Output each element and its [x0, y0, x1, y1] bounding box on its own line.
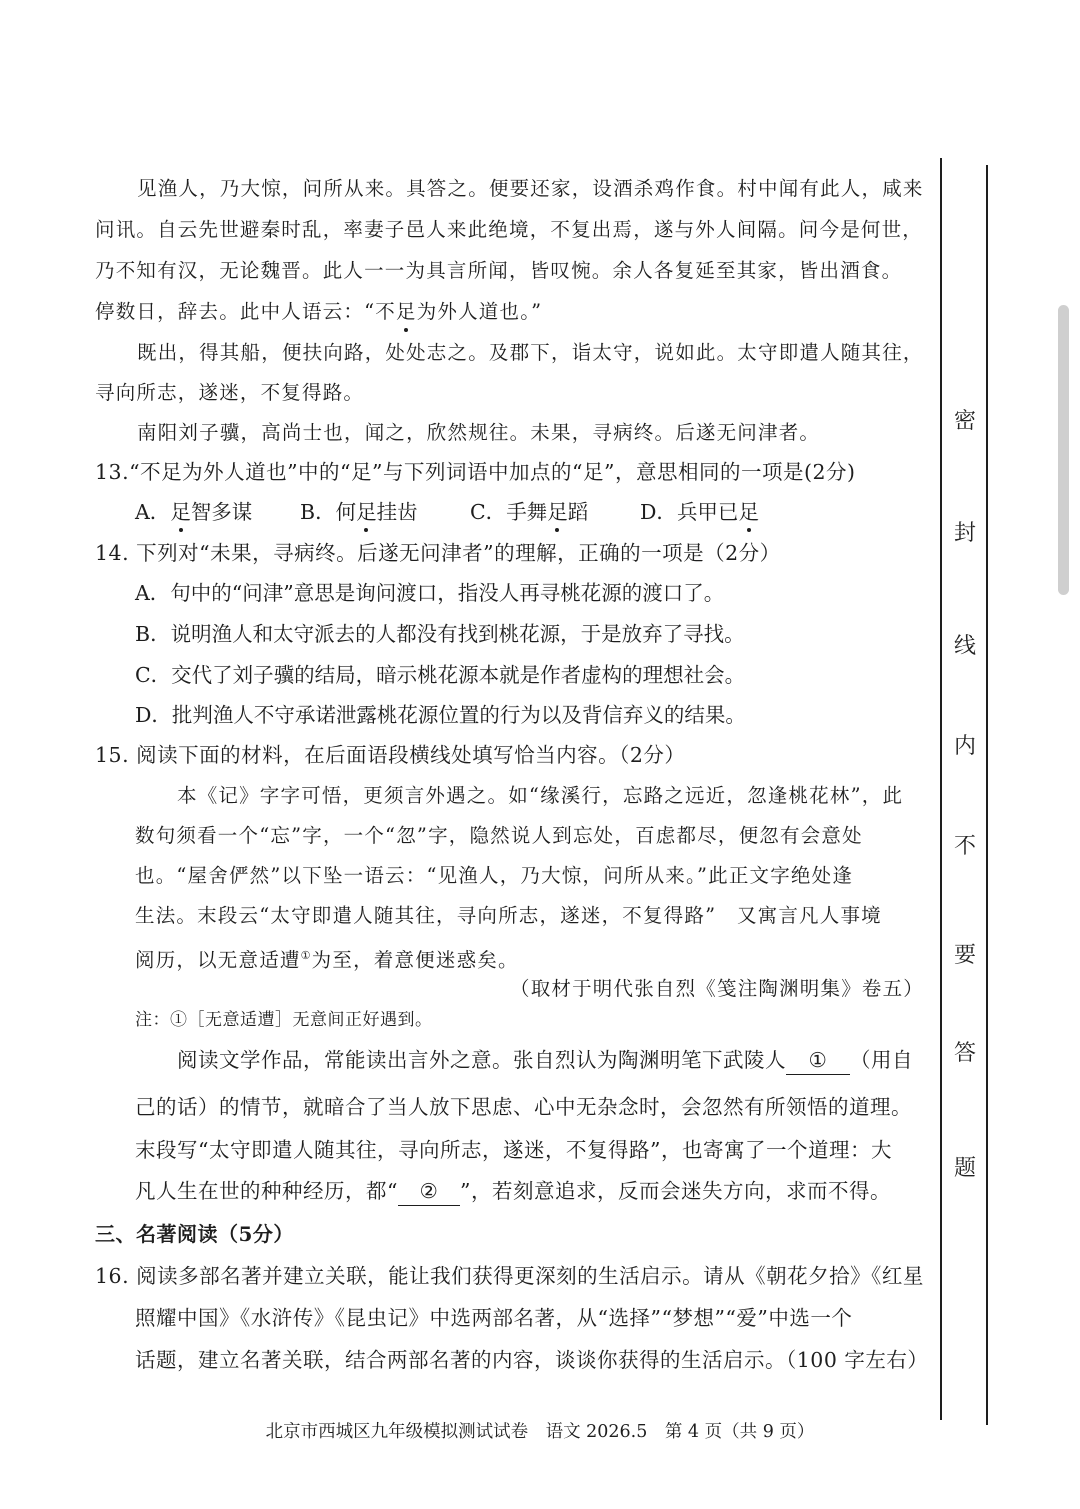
seal-line-left: [940, 158, 942, 1420]
seal-character: 答: [953, 1041, 976, 1066]
passage-line: 乃不知有汉，无论魏晋。此人一一为具言所闻，皆叹惋。余人各复延至其家，皆出酒食。: [95, 259, 903, 282]
section-heading: 三、名著阅读（5分）: [95, 1222, 294, 1246]
passage-text: 为外人道也。”: [416, 300, 543, 323]
dotted-character: 足: [396, 298, 417, 326]
seal-character: 内: [953, 734, 976, 759]
passage-line: 南阳刘子骥，高尚士也，闻之，欣然规往。未果，寻病终。后遂无问津者。: [137, 421, 821, 444]
excerpt-line: 生法。末段云“太守即遣人随其往，寻向所志，遂迷，不复得路” 又寓言凡人事境: [135, 904, 882, 927]
dotted-character: 足: [170, 500, 191, 524]
passage-text: 停数日，辞去。此中人语云：“不: [95, 300, 396, 323]
seal-character: 密: [953, 409, 976, 434]
seal-character: 不: [953, 834, 976, 859]
page-footer: 北京市西城区九年级模拟测试试卷 语文 2026.5 第 4 页（共 9 页）: [265, 1422, 815, 1442]
question-16-line: 16. 阅读多部名著并建立关联，能让我们获得更深刻的生活启示。请从《朝花夕拾》《红星: [95, 1264, 924, 1288]
answer-paragraph-line: 凡人生在世的种种经历，都“ ② ”，若刻意追求，反而会迷失方向，求而不得。: [135, 1177, 891, 1206]
fill-blank-1[interactable]: ①: [786, 1046, 850, 1075]
passage-line: 寻向所志，遂迷，不复得路。: [95, 381, 365, 404]
q14-option-a: A．句中的“问津”意思是询问渡口，指没人再寻桃花源的渡口了。: [135, 581, 725, 605]
question-16-line: 照耀中国》《水浒传》《昆虫记》中选两部名著，从“选择”“梦想”“爱”中选一个: [135, 1306, 853, 1330]
seal-character: 线: [953, 634, 976, 659]
excerpt-line: 本《记》字字可悟，更须言外遇之。如“缘溪行，忘路之远近，忽逢桃花林”，此: [177, 784, 904, 807]
q13-option-a: A．足智多谋: [135, 500, 253, 524]
excerpt-line: 也。“屋舍俨然”以下坠一语云：“见渔人，乃大惊，问所从来。”此正文字绝处逢: [135, 864, 854, 887]
passage-line: [95, 298, 542, 326]
answer-paragraph-line: 己的话）的情节，就暗合了当人放下思虑、心中无杂念时，会忽然有所领悟的道理。: [135, 1095, 912, 1119]
q13-option-d: D．兵甲已足: [640, 500, 759, 524]
footnote-marker: ①: [300, 949, 312, 962]
q14-option-c: C．交代了刘子骥的结局，暗示桃花源本就是作者虚构的理想社会。: [135, 663, 746, 687]
passage-line: 既出，得其船，便扶向路，处处志之。及郡下，诣太守，说如此。太守即遣人随其往，: [137, 341, 924, 364]
q14-option-b: B．说明渔人和太守派去的人都没有找到桃花源，于是放弃了寻找。: [135, 622, 745, 646]
dotted-character: 足: [738, 500, 759, 524]
q14-option-d: D．批判渔人不守承诺泄露桃花源位置的行为以及背信弃义的结果。: [135, 703, 746, 727]
excerpt-line: 数句须看一个“忘”字，一个“忽”字，隐然说人到忘处，百虑都尽，便忽有会意处: [135, 824, 863, 847]
seal-character: 题: [953, 1156, 976, 1181]
question-16-line: 话题，建立名著关联，结合两部名著的内容，谈谈你获得的生活启示。（100 字左右）: [135, 1348, 929, 1372]
excerpt-note: 注：①［无意适遭］无意间正好遇到。: [135, 1010, 433, 1030]
answer-paragraph-line: 末段写“太守即遣人随其往，寻向所志，遂迷，不复得路”，也寄寓了一个道理：大: [135, 1138, 892, 1162]
excerpt-line: 阅历，以无意适遭①为至，着意便迷惑矣。: [135, 948, 519, 972]
question-15-stem: 15. 阅读下面的材料，在后面语段横线处填写恰当内容。（2分）: [95, 743, 686, 767]
question-13-stem: 13.“不足为外人道也”中的“足”与下列词语中加点的“足”，意思相同的一项是(2分): [95, 460, 856, 484]
answer-paragraph-line: 阅读文学作品，常能读出言外之意。张自烈认为陶渊明笔下武陵人 ① （用自: [177, 1046, 913, 1075]
passage-line: 问讯。自云先世避秦时乱，率妻子邑人来此绝境，不复出焉，遂与外人间隔。问今是何世，: [95, 218, 924, 241]
seal-line-right: [986, 165, 988, 1425]
scrollbar-thumb[interactable]: [1058, 305, 1069, 595]
fill-blank-2[interactable]: ②: [398, 1177, 460, 1206]
seal-character: 封: [953, 521, 976, 546]
q13-option-b: B．何足挂齿: [300, 500, 418, 524]
dotted-character: 足: [356, 500, 377, 524]
question-14-stem: 14. 下列对“未果，寻病终。后遂无问津者”的理解，正确的一项是（2分）: [95, 541, 781, 565]
excerpt-source: （取材于明代张自烈《笺注陶渊明集》卷五）: [510, 977, 925, 1000]
dotted-character: 足: [547, 500, 568, 524]
seal-character: 要: [953, 943, 976, 968]
passage-line: 见渔人，乃大惊，问所从来。具答之。便要还家，设酒杀鸡作食。村中闻有此人，咸来: [137, 177, 924, 200]
q13-option-c: C．手舞足蹈: [470, 500, 589, 524]
